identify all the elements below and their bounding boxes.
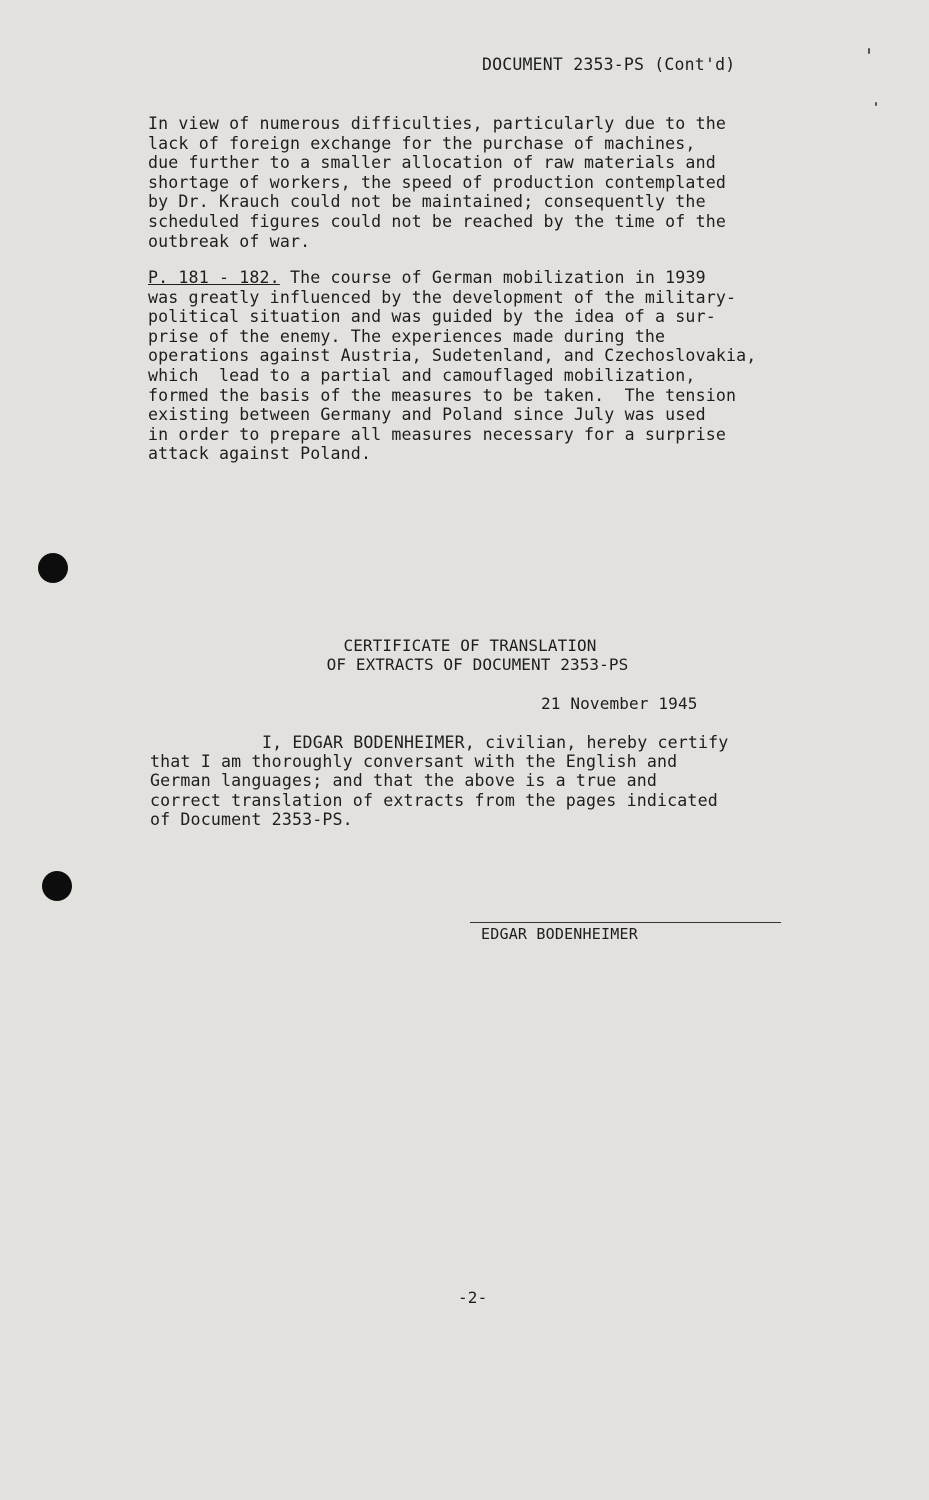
text-line: in order to prepare all measures necessary for a surprise	[148, 424, 726, 444]
text-line: lack of foreign exchange for the purchase of machines,	[148, 133, 696, 153]
text-line: by Dr. Krauch could not be maintained; consequently the	[148, 192, 706, 212]
text-line: outbreak of war.	[148, 231, 311, 251]
text-line	[148, 268, 756, 288]
text-line: that I am thoroughly conversant with the English and	[150, 752, 678, 772]
text-line: formed the basis of the measures to be taken. The tension	[148, 385, 737, 405]
text-line: which lead to a partial and camouflaged mobilization,	[148, 365, 696, 385]
certificate-title	[0, 636, 929, 674]
text-line: was greatly influenced by the development of the military-	[148, 287, 737, 307]
text-line: I, EDGAR BODENHEIMER, civilian, hereby certify	[262, 733, 729, 752]
text-line: political situation and was guided by the idea of a sur-	[148, 307, 716, 327]
text-line: German languages; and that the above is a true and	[150, 771, 658, 791]
document-header: DOCUMENT 2353-PS (Cont'd)	[482, 55, 736, 74]
text-line: of Document 2353-PS.	[150, 809, 353, 829]
signature-line	[470, 922, 781, 923]
text-line: due further to a smaller allocation of raw materials and	[148, 153, 716, 173]
text-line: attack against Poland.	[148, 444, 372, 464]
text-line: In view of numerous difficulties, particularly due to the	[148, 114, 726, 133]
paragraph-mobilization	[148, 268, 756, 464]
page-number: -2-	[458, 1288, 488, 1307]
punch-hole	[38, 553, 68, 583]
text-line-rest: The course of German mobilization in 1939	[279, 268, 706, 287]
paper-speck	[875, 102, 877, 106]
text-line: existing between Germany and Poland since July was used	[148, 405, 706, 425]
page-reference: P. 181 - 182.	[148, 268, 280, 287]
punch-hole	[42, 871, 72, 901]
certificate-title-line: CERTIFICATE OF TRANSLATION	[343, 636, 597, 655]
paper-speck	[868, 48, 870, 54]
text-line: scheduled figures could not be reached by the time of the	[148, 211, 726, 231]
certificate-body	[150, 733, 728, 829]
signature-name: EDGAR BODENHEIMER	[481, 925, 638, 943]
text-line: prise of the enemy. The experiences made during the	[148, 326, 666, 346]
text-line: correct translation of extracts from the pages indicated	[150, 790, 718, 810]
text-line: shortage of workers, the speed of production contemplated	[148, 172, 726, 192]
certificate-date: 21 November 1945	[541, 694, 698, 713]
text-line: operations against Austria, Sudetenland, and Czechoslovakia,	[148, 346, 757, 366]
paragraph-difficulties	[148, 114, 726, 251]
certificate-title-line: OF EXTRACTS OF DOCUMENT 2353-PS	[326, 655, 629, 674]
